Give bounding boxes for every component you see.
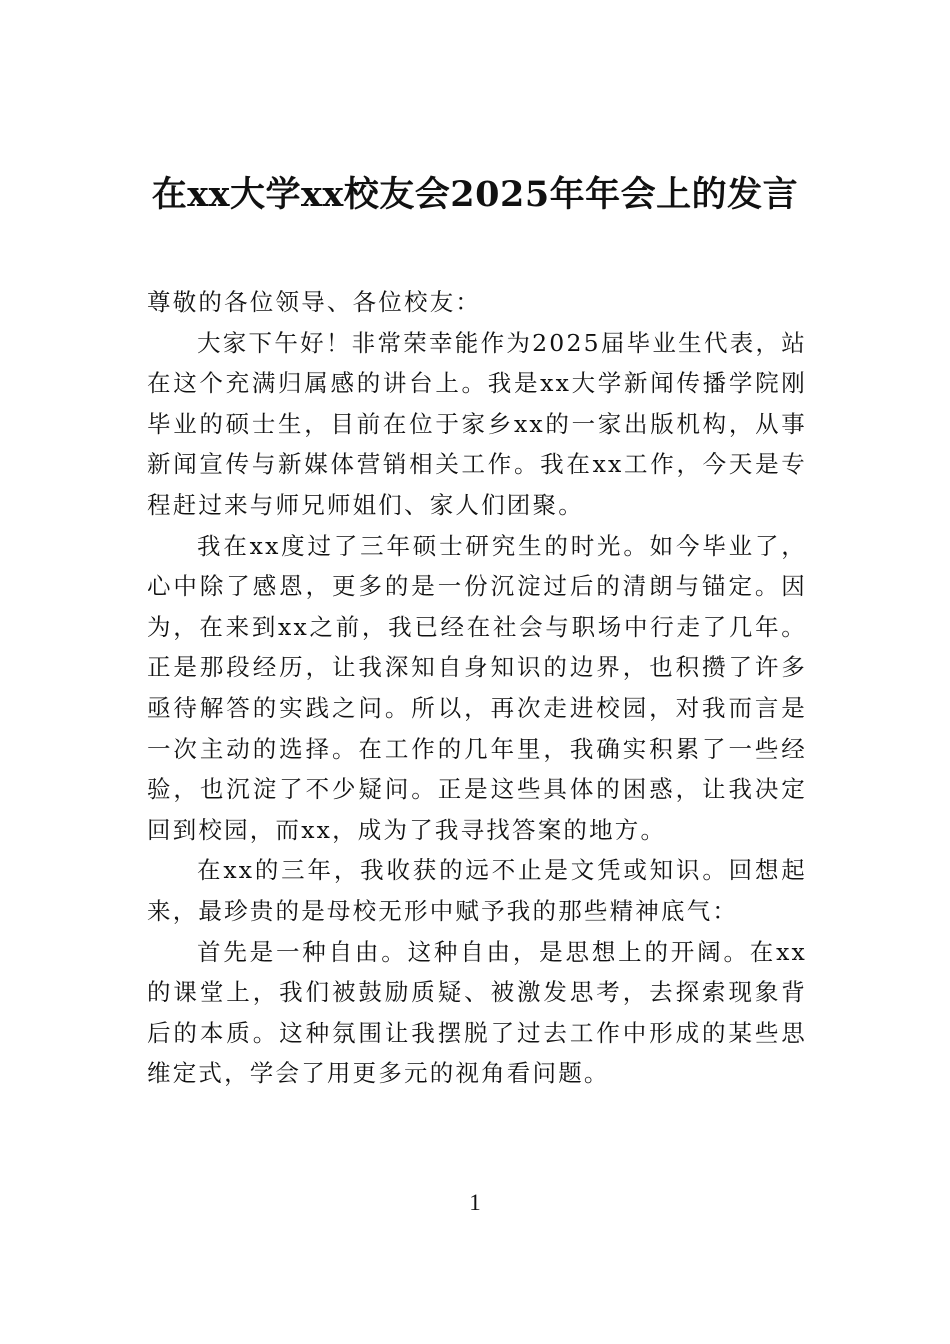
document-title: 在xx大学xx校友会2025年年会上的发言: [151, 174, 799, 215]
document-body: [147, 282, 807, 1094]
salutation: 尊敬的各位领导、各位校友：: [147, 288, 482, 316]
paragraph-4: 首先是一种自由。这种自由，是思想上的开阔。在xx的课堂上，我们被鼓励质疑、被激发思考，去探索现象背后的本质。这种氛围让我摆脱了过去工作中形成的某些思维定式，学会了用更多元的视角看问题。: [147, 937, 807, 1088]
page-number: 1: [469, 1190, 481, 1215]
paragraph-2: 我在xx度过了三年硕士研究生的时光。如今毕业了，心中除了感恩，更多的是一份沉淀过后的清朗与锚定。因为，在来到xx之前，我已经在社会与职场中行走了几年。正是那段经历，让我深知自身知识的边界，也积攒了许多亟待解答的实践之问。所以，再次走进校园，对我而言是一次主动的选择。在工作的几年里，我确实积累了一些经验，也沉淀了不少疑问。正是这些具体的困惑，让我决定回到校园，而xx，成为了我寻找答案的地方。: [147, 531, 807, 844]
paragraph-3: 在xx的三年，我收获的远不止是文凭或知识。回想起来，最珍贵的是母校无形中赋予我的那些精神底气：: [147, 856, 807, 925]
paragraph-1: 大家下午好！非常荣幸能作为2025届毕业生代表，站在这个充满归属感的讲台上。我是xx大学新闻传播学院刚毕业的硕士生，目前在位于家乡xx的一家出版机构，从事新闻宣传与新媒体营销相关工作。我在xx工作，今天是专程赶过来与师兄师姐们、家人们团聚。: [147, 328, 807, 519]
